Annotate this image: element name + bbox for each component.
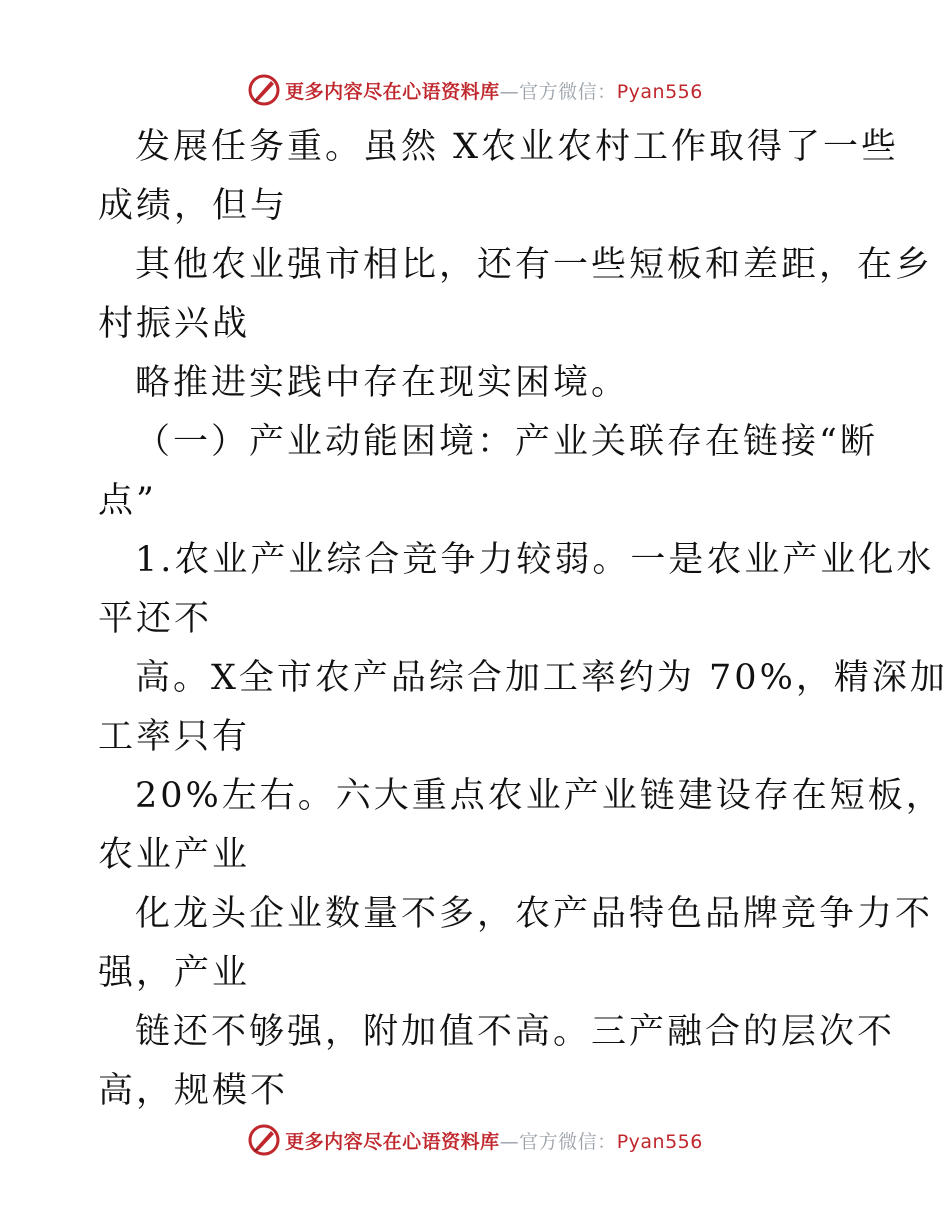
text-line: 村振兴战 <box>98 304 251 344</box>
banner-wechat-id: Pyan556 <box>616 80 703 103</box>
text-line: 略推进实践中存在现实困境。 <box>135 363 630 403</box>
banner-wechat-label: —官方微信： <box>499 80 617 103</box>
banner-text <box>285 1127 703 1154</box>
subsection-heading: 1.农业产业综合竞争力较弱。一是农业产业化水 <box>135 540 935 580</box>
text-line: 工率只有 <box>98 717 251 757</box>
banner-wechat-id: Pyan556 <box>616 1130 703 1153</box>
document-body <box>98 118 948 1121</box>
text-line: 高。X全市农产品综合加工率约为 70%，精深加 <box>135 658 948 698</box>
text-line: 成绩，但与 <box>98 186 289 226</box>
text-line: 化龙头企业数量不多，农产品特色品牌竞争力不 <box>135 894 934 934</box>
header-banner <box>0 70 950 110</box>
banner-title: 更多内容尽在心语资料库 <box>285 1130 500 1153</box>
text-line: 20%左右。六大重点农业产业链建设存在短板， <box>135 776 944 816</box>
quill-pen-logo-icon <box>247 73 281 107</box>
section-heading: （一）产业动能困境：产业关联存在链接“断 <box>135 422 878 462</box>
text-line: 农业产业 <box>98 835 251 875</box>
text-line: 平还不 <box>98 599 213 639</box>
banner-text <box>285 77 703 104</box>
text-line: 高，规模不 <box>98 1071 289 1111</box>
quill-pen-logo-icon <box>247 1123 281 1157</box>
text-line: 其他农业强市相比，还有一些短板和差距，在乡 <box>135 245 934 285</box>
footer-banner <box>0 1120 950 1160</box>
text-line: 发展任务重。虽然 X农业农村工作取得了一些 <box>135 127 900 167</box>
text-line: 强，产业 <box>98 953 251 993</box>
text-line: 点” <box>98 481 157 521</box>
banner-title: 更多内容尽在心语资料库 <box>285 80 500 103</box>
banner-wechat-label: —官方微信： <box>499 1130 617 1153</box>
text-line: 链还不够强，附加值不高。三产融合的层次不 <box>135 1012 896 1052</box>
